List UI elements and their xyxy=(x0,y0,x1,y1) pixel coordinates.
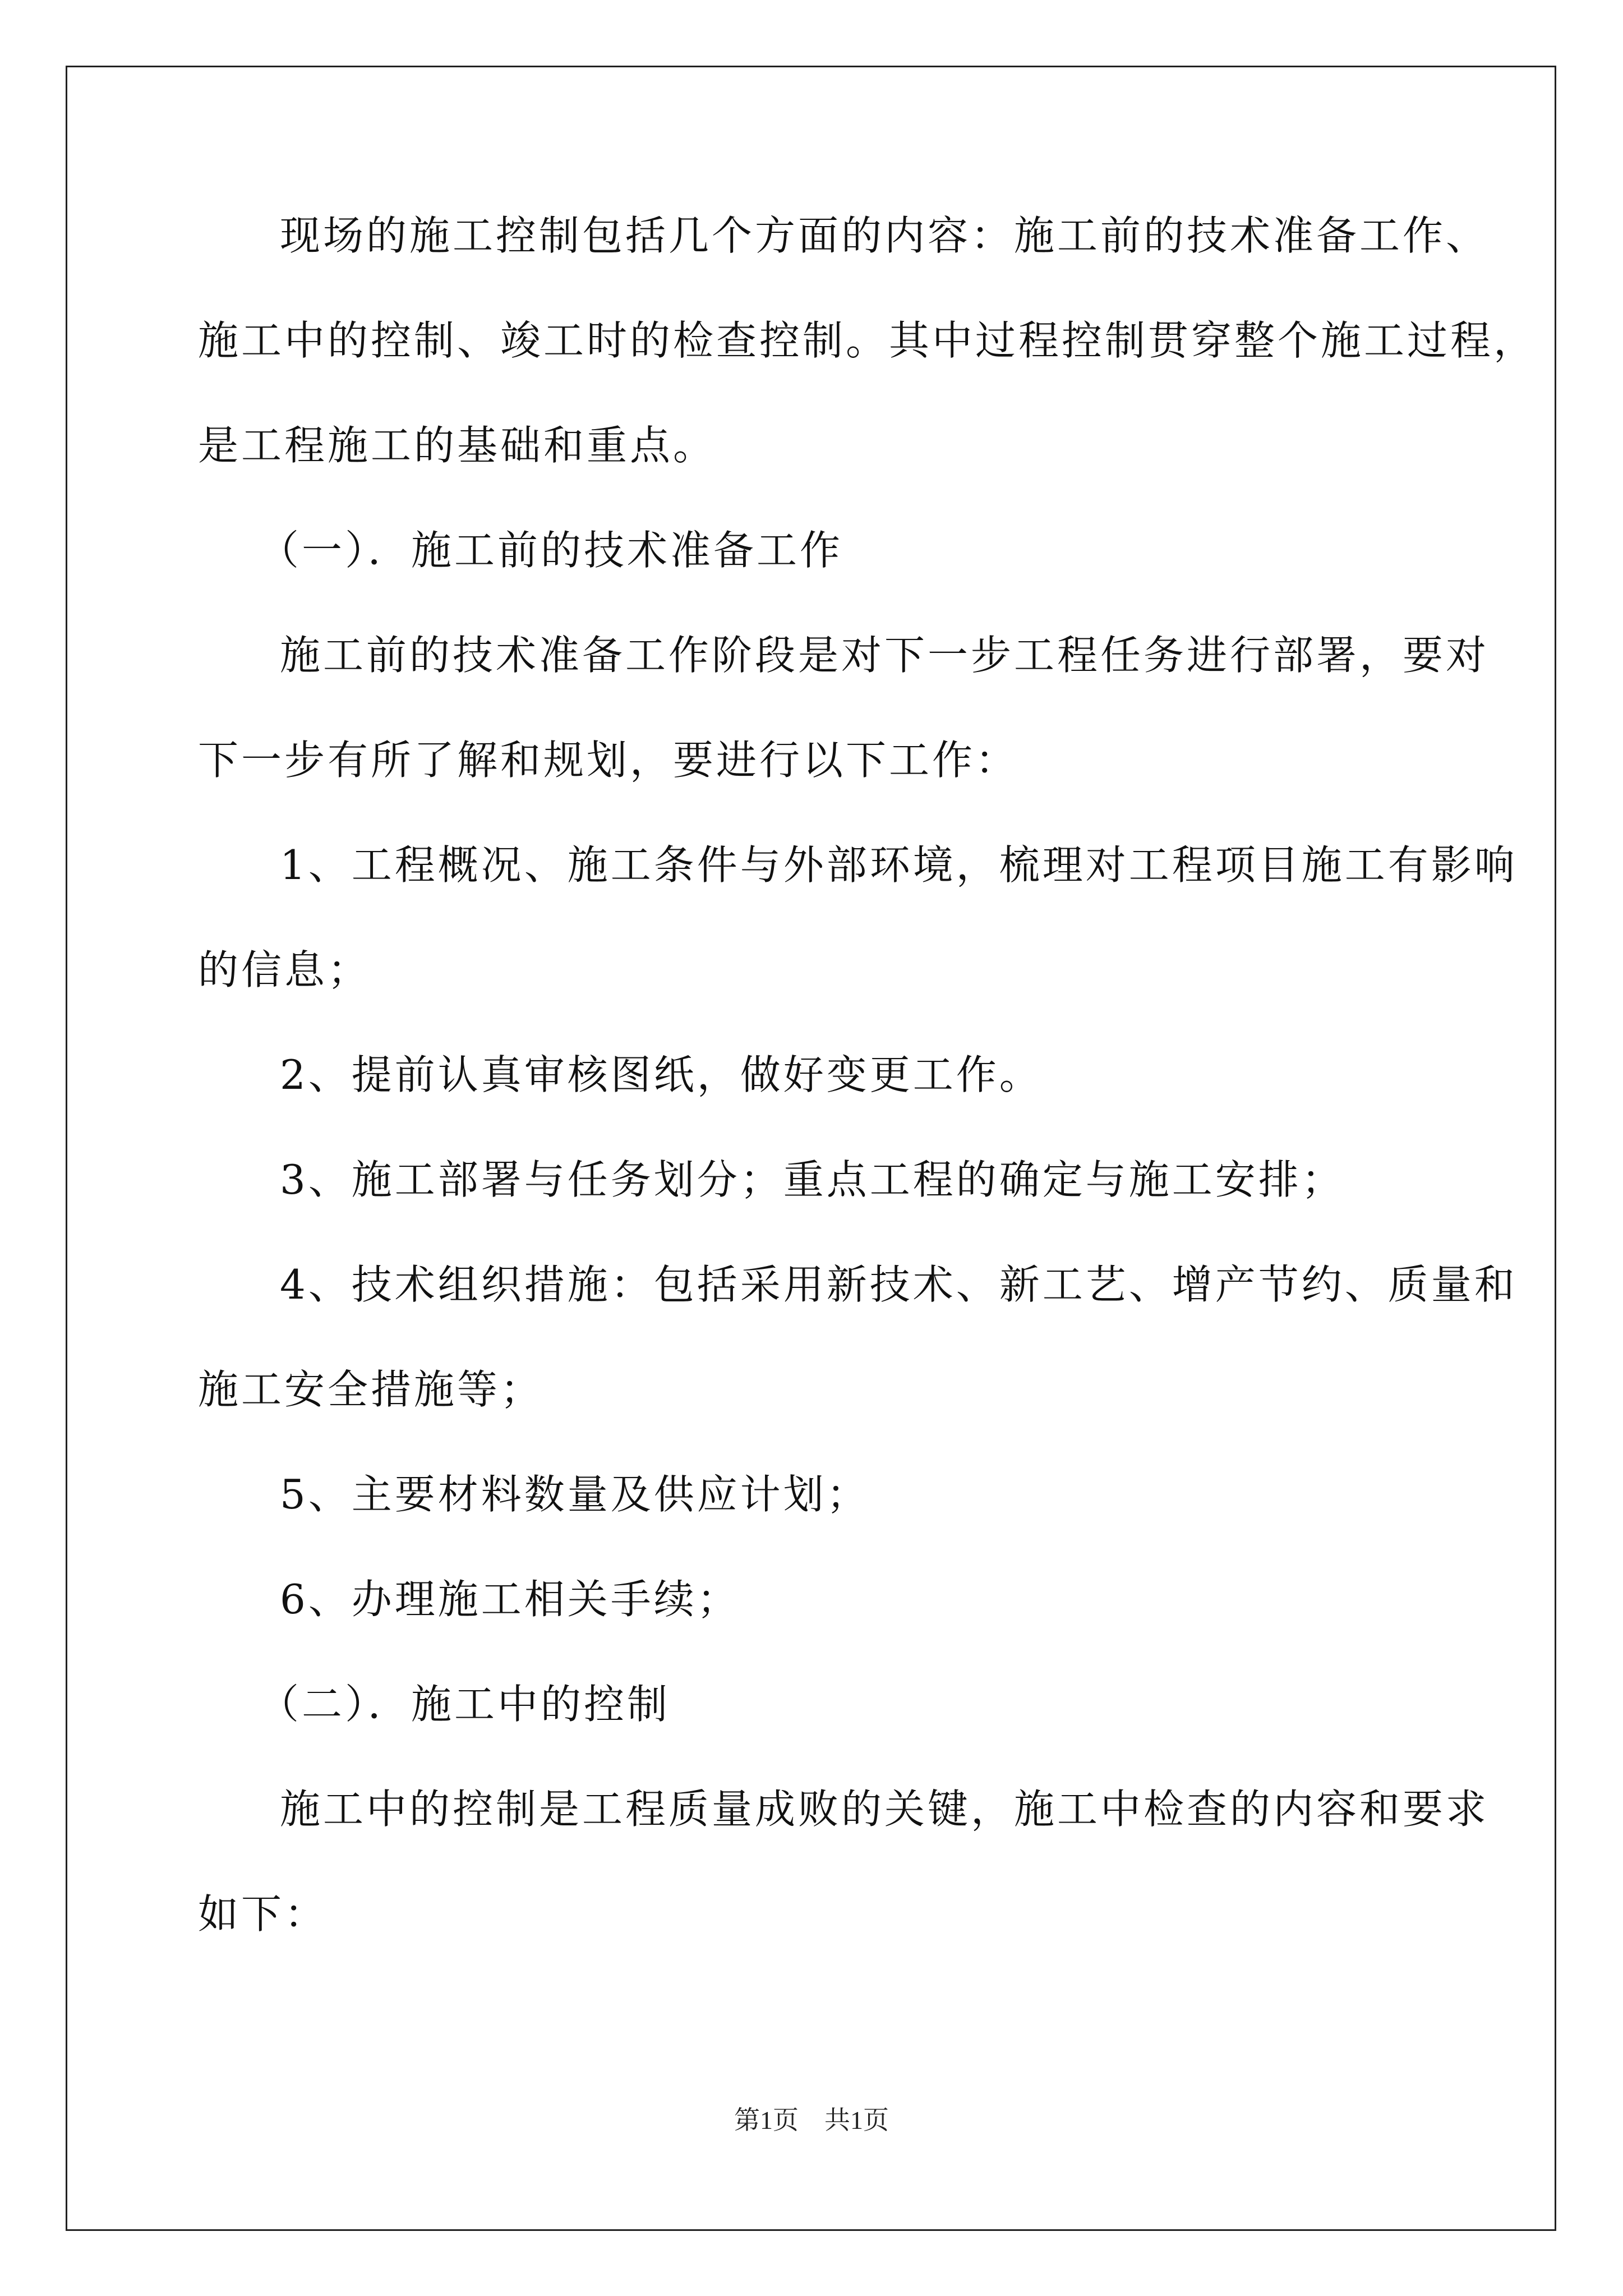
list-item-line: 4、技术组织措施：包括采用新技术、新工艺、增产节约、质量和 xyxy=(280,1261,1518,1308)
list-item-line: 3、施工部署与任务划分；重点工程的确定与施工安排； xyxy=(280,1156,1345,1203)
list-item-line: 的信息； xyxy=(198,946,371,993)
page-number-footer: 第1页 共1页 xyxy=(734,2106,889,2134)
list-item-line: 6、办理施工相关手续； xyxy=(280,1576,740,1623)
section-heading: （一）．施工前的技术准备工作 xyxy=(259,527,843,574)
section-heading: （二）．施工中的控制 xyxy=(259,1681,671,1728)
paragraph-line: 施工前的技术准备工作阶段是对下一步工程任务进行部署，要对 xyxy=(280,632,1490,679)
list-item-line: 1、工程概况、施工条件与外部环境，梳理对工程项目施工有影响 xyxy=(280,841,1518,889)
paragraph-line: 施工中的控制、竣工时的检查控制。其中过程控制贯穿整个施工过程， xyxy=(198,317,1537,364)
paragraph-line: 施工中的控制是工程质量成败的关键，施工中检查的内容和要求 xyxy=(280,1786,1490,1833)
paragraph-line: 下一步有所了解和规划，要进行以下工作： xyxy=(198,737,1019,784)
paragraph-line: 如下： xyxy=(198,1890,328,1938)
paragraph-line: 是工程施工的基础和重点。 xyxy=(198,422,717,469)
list-item-line: 施工安全措施等； xyxy=(198,1366,544,1413)
list-item-line: 2、提前认真审核图纸，做好变更工作。 xyxy=(280,1051,1043,1098)
list-item-line: 5、主要材料数量及供应计划； xyxy=(280,1471,870,1518)
paragraph-line: 现场的施工控制包括几个方面的内容：施工前的技术准备工作、 xyxy=(280,212,1490,259)
